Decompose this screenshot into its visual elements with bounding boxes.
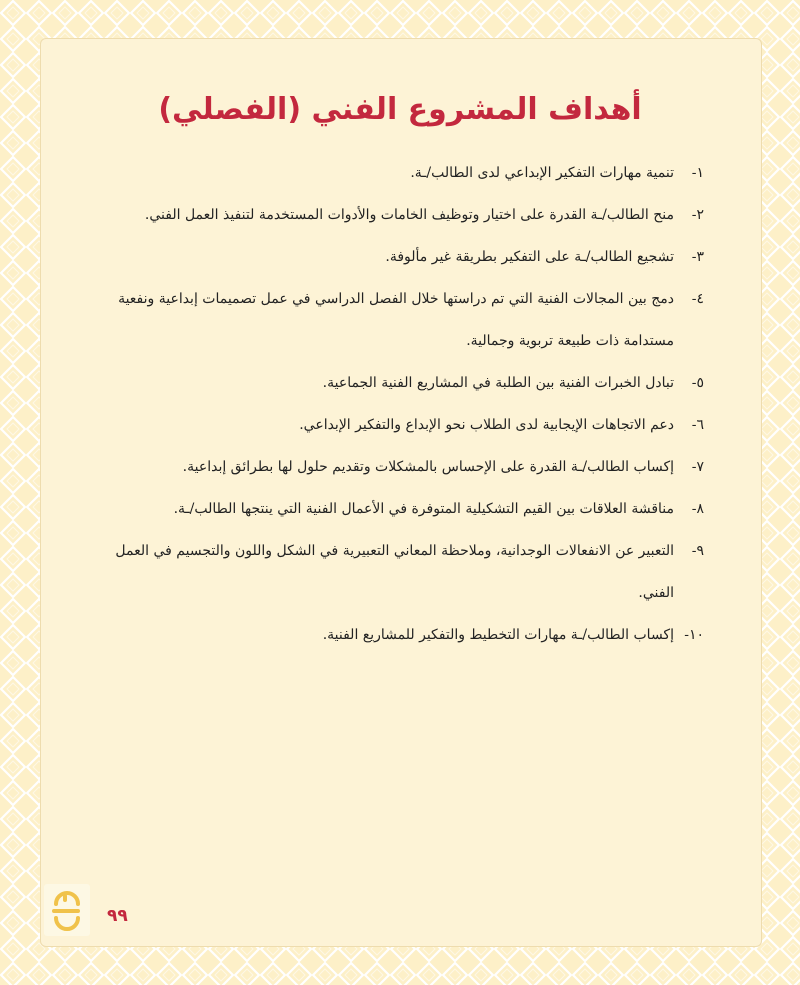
item-text: تشجيع الطالب/ـة على التفكير بطريقة غير مألوفة. <box>385 249 674 265</box>
page-title: أهداف المشروع الفني (الفصلي) <box>158 92 642 127</box>
list-item <box>94 236 704 278</box>
item-number: ١- <box>691 165 704 181</box>
list-item <box>94 404 704 446</box>
item-number: ٨- <box>691 501 704 517</box>
item-text: تبادل الخبرات الفنية بين الطلبة في المشاريع الفنية الجماعية. <box>322 375 674 391</box>
item-text: دمج بين المجالات الفنية التي تم دراستها خلال الفصل الدراسي في عمل تصميمات إبداعية ونفعية مستدامة ذات طبيعة تربوية وجمالية. <box>118 291 674 349</box>
item-text: منح الطالب/ـة القدرة على اختيار وتوظيف الخامات والأدوات المستخدمة لتنفيذ العمل الفني. <box>144 207 674 223</box>
page-number: ٩٩ <box>107 906 128 926</box>
list-item <box>94 194 704 236</box>
list-item <box>94 152 704 194</box>
item-number: ٣- <box>691 249 704 265</box>
list-item <box>94 530 704 614</box>
logo-icon <box>44 884 90 936</box>
list-item <box>94 362 704 404</box>
item-number: ٧- <box>691 459 704 475</box>
item-text: إكساب الطالب/ـة مهارات التخطيط والتفكير للمشاريع الفنية. <box>322 627 674 643</box>
publisher-logo <box>44 884 90 936</box>
item-number: ٢- <box>691 207 704 223</box>
item-number: ٤- <box>691 291 704 307</box>
item-number: ٦- <box>691 417 704 433</box>
item-text: تنمية مهارات التفكير الإبداعي لدى الطالب/ـة. <box>410 165 674 181</box>
goals-list <box>94 152 704 656</box>
list-item <box>94 614 704 656</box>
item-number: ١٠- <box>684 627 704 643</box>
item-text: إكساب الطالب/ـة القدرة على الإحساس بالمشكلات وتقديم حلول لها بطرائق إبداعية. <box>182 459 674 475</box>
item-number: ٥- <box>691 375 704 391</box>
list-item <box>94 488 704 530</box>
item-text: دعم الاتجاهات الإيجابية لدى الطلاب نحو الإبداع والتفكير الإبداعي. <box>299 417 674 433</box>
list-item <box>94 446 704 488</box>
item-number: ٩- <box>691 543 704 559</box>
list-item <box>94 278 704 362</box>
item-text: التعبير عن الانفعالات الوجدانية، وملاحظة المعاني التعبيرية في الشكل واللون والتجسيم في العمل الفني. <box>115 543 674 601</box>
item-text: مناقشة العلاقات بين القيم التشكيلية المتوفرة في الأعمال الفنية التي ينتجها الطالب/ـة. <box>173 501 674 517</box>
